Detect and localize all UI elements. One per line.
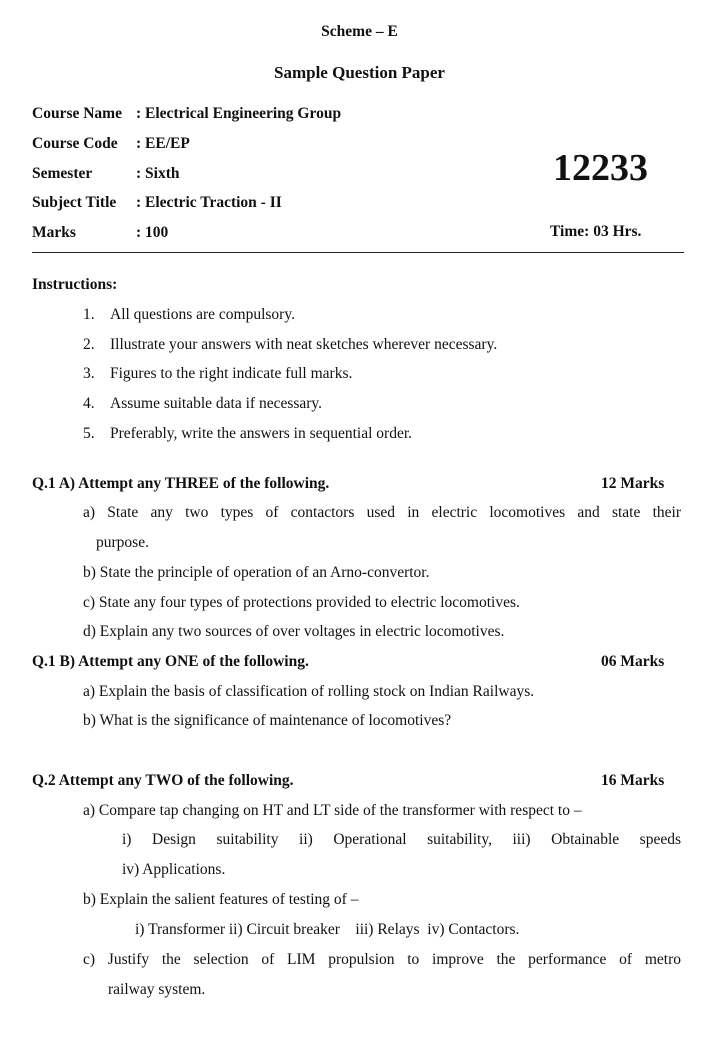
semester-value: : Sixth [136, 165, 180, 182]
q2-marks: 16 Marks [601, 772, 665, 789]
paper-title: Sample Question Paper [274, 63, 445, 82]
semester-label: Semester [32, 165, 93, 182]
instruction-number: 4. [83, 395, 95, 412]
instruction-number: 3. [83, 365, 95, 382]
q1b-item-a: a) Explain the basis of classification of rolling stock on Indian Railways. [83, 683, 535, 700]
instructions-heading: Instructions: [32, 276, 118, 293]
time-duration: Time: 03 Hrs. [550, 223, 642, 240]
paper-code: 12233 [553, 147, 648, 189]
subject-title-value: : Electric Traction - II [136, 194, 282, 211]
q1a-heading: Q.1 A) Attempt any THREE of the following. [32, 475, 330, 492]
instruction-text: All questions are compulsory. [110, 306, 295, 323]
header-divider [32, 252, 684, 253]
instruction-text: Preferably, write the answers in sequential order. [110, 425, 413, 442]
instruction-text: Figures to the right indicate full marks. [110, 365, 353, 382]
course-name-label: Course Name [32, 105, 122, 122]
instruction-number: 5. [83, 425, 95, 442]
q1a-marks: 12 Marks [601, 475, 665, 492]
course-name-value: : Electrical Engineering Group [136, 105, 342, 122]
q2-item-c-line2: railway system. [108, 981, 206, 998]
course-code-value: : EE/EP [136, 135, 190, 152]
q1b-item-b: b) What is the significance of maintenance of locomotives? [83, 712, 452, 729]
q2-item-a-sub2: iv) Applications. [122, 861, 226, 878]
q1a-item-d: d) Explain any two sources of over voltages in electric locomotives. [83, 623, 505, 640]
q2-heading: Q.2 Attempt any TWO of the following. [32, 772, 294, 789]
instruction-text: Illustrate your answers with neat sketches wherever necessary. [110, 336, 498, 353]
q1b-marks: 06 Marks [601, 653, 665, 670]
instruction-number: 1. [83, 306, 95, 323]
course-code-label: Course Code [32, 135, 118, 152]
marks-value: : 100 [136, 224, 169, 241]
q2-item-b: b) Explain the salient features of testing of – [83, 891, 359, 908]
q1a-item-c: c) State any four types of protections provided to electric locomotives. [83, 594, 520, 611]
instruction-text: Assume suitable data if necessary. [110, 395, 323, 412]
q1a-item-a-line1: a) State any two types of contactors used in electric locomotives and state their [83, 504, 681, 521]
subject-title-label: Subject Title [32, 194, 117, 211]
q2-item-b-sub: i) Transformer ii) Circuit breaker iii) Relays iv) Contactors. [135, 921, 520, 938]
q2-item-c-line1: c) Justify the selection of LIM propulsion to improve the performance of metro [83, 951, 681, 968]
q1b-heading: Q.1 B) Attempt any ONE of the following. [32, 653, 309, 670]
marks-label: Marks [32, 224, 76, 241]
q2-item-a-sub1: i) Design suitability ii) Operational suitability, iii) Obtainable speeds [122, 831, 681, 848]
scheme-label: Scheme – E [321, 23, 398, 40]
q1a-item-a-line2: purpose. [96, 534, 149, 551]
q1a-item-b: b) State the principle of operation of an Arno-convertor. [83, 564, 430, 581]
instruction-number: 2. [83, 336, 95, 353]
q2-item-a: a) Compare tap changing on HT and LT side of the transformer with respect to – [83, 802, 582, 819]
